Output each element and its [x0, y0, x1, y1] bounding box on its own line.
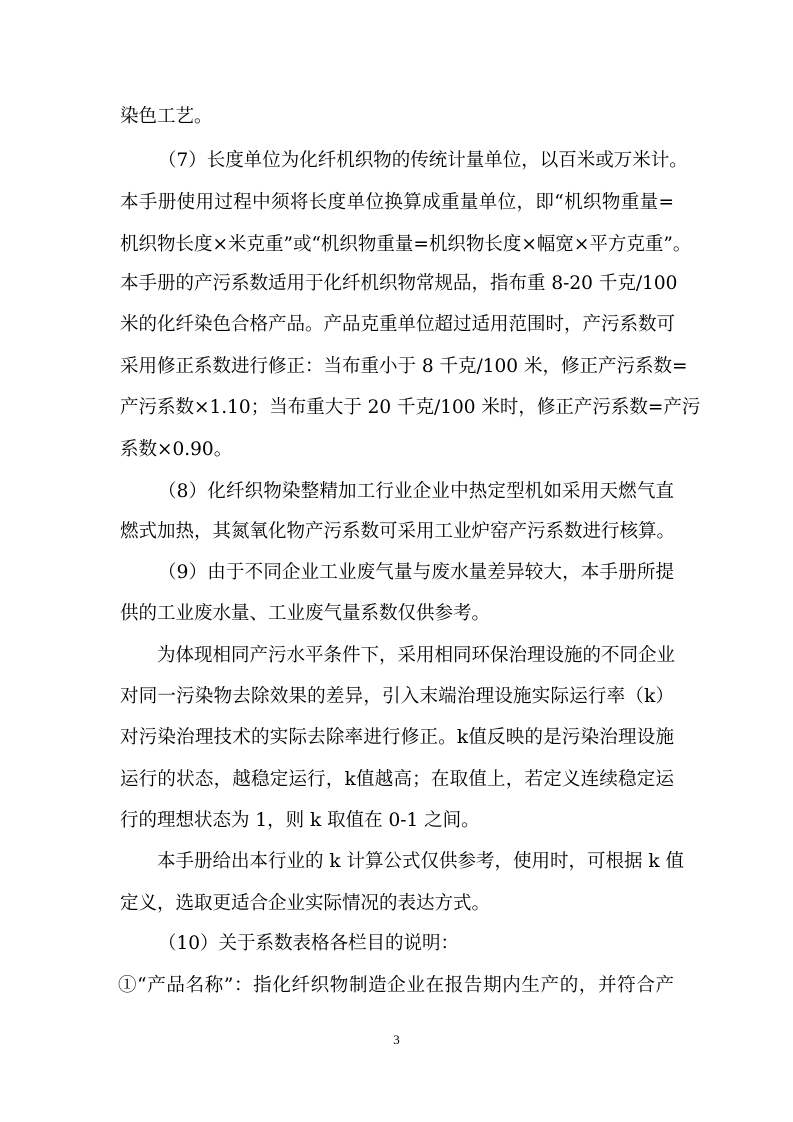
text-line: （7）长度单位为化纤机织物的传统计量单位，以百米或万米计。	[158, 150, 688, 171]
text-line: 系数×0.90。	[120, 439, 233, 460]
text-line: （9）由于不同企业工业废气量与废水量差异较大，本手册所提	[158, 562, 674, 583]
text-line: 产污系数×1.10；当布重大于 20 千克/100 米时，修正产污系数=产污	[120, 397, 701, 418]
text-line: 定义，选取更适合企业实际情况的表达方式。	[120, 893, 491, 914]
text-line: 对同一污染物去除效果的差异，引入末端治理设施实际运行率（k）	[120, 686, 674, 707]
text-line: 本手册给出本行业的 k 计算公式仅供参考，使用时，可根据 k 值	[157, 851, 684, 872]
text-line: 行的理想状态为 1，则 k 取值在 0-1 之间。	[120, 810, 480, 831]
text-line: 机织物长度×米克重”或“机织物重量=机织物长度×幅宽×平方克重”。	[120, 234, 692, 255]
page-number: 3	[393, 1032, 400, 1047]
text-line: 染色工艺。	[120, 106, 213, 127]
text-line: 运行的状态，越稳定运行，k值越高；在取值上，若定义连续稳定运	[120, 769, 674, 790]
text-line: 燃式加热，其氮氧化物产污系数可采用工业炉窑产污系数进行核算。	[120, 521, 676, 542]
text-line: 本手册使用过程中须将长度单位换算成重量单位，即“机织物重量=	[120, 192, 674, 213]
text-line: 本手册的产污系数适用于化纤机织物常规品，指布重 8-20 千克/100	[120, 273, 678, 294]
text-line: 为体现相同产污水平条件下，采用相同环保治理设施的不同企业	[157, 645, 676, 666]
text-line: 米的化纤染色合格产品。产品克重单位超过适用范围时，产污系数可	[120, 314, 676, 335]
text-line: 供的工业废水量、工业废气量系数仅供参考。	[120, 603, 491, 624]
text-line: （10）关于系数表格各栏目的说明：	[158, 933, 460, 954]
text-line: （8）化纤织物染整精加工行业企业中热定型机如采用天燃气直	[158, 481, 674, 502]
text-line: ①“产品名称”：指化纤织物制造企业在报告期内生产的，并符合产	[118, 975, 674, 996]
text-line: 采用修正系数进行修正：当布重小于 8 千克/100 米，修正产污系数=	[120, 356, 688, 377]
text-line: 对污染治理技术的实际去除率进行修正。k值反映的是污染治理设施	[120, 727, 674, 748]
